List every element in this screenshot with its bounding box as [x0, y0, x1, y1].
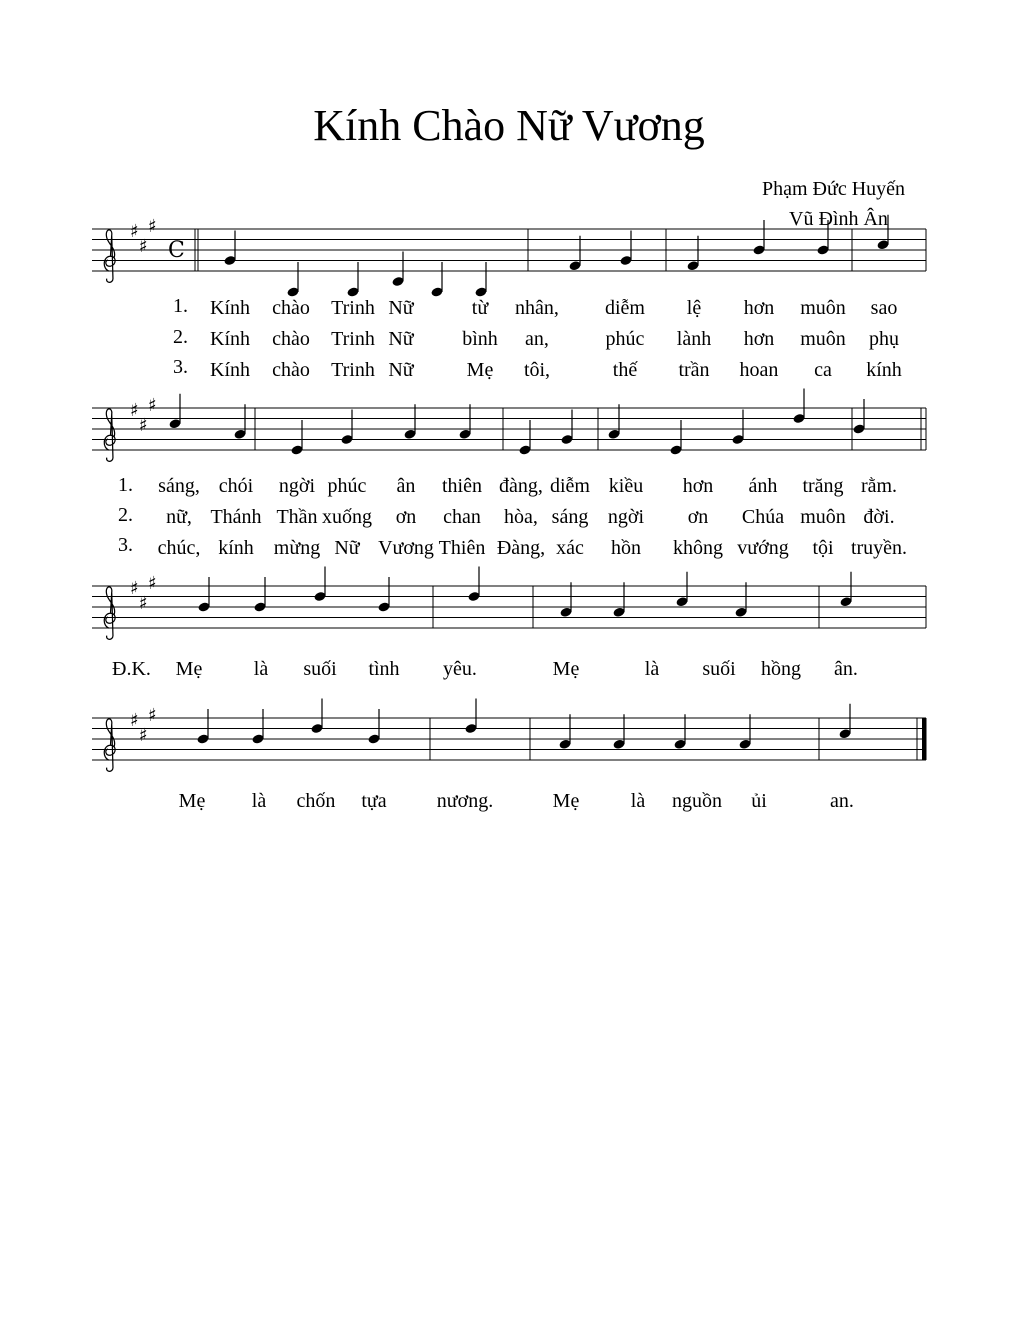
sharp-icon: ♯: [139, 725, 148, 746]
sharp-icon: ♯: [139, 593, 148, 614]
lyric-syllable: Trinh: [331, 359, 375, 381]
lyric-syllable: Mẹ: [552, 790, 580, 812]
lyric-syllable: đàng,: [499, 475, 543, 497]
lyric-syllable: lành: [676, 328, 712, 350]
lyric-syllable: Vương: [378, 537, 434, 559]
sharp-icon: ♯: [130, 710, 139, 731]
lyric-syllable: là: [630, 790, 646, 812]
verse-number: 3.: [173, 356, 188, 378]
lyric-syllable: tựa: [361, 790, 387, 812]
lyric-syllable: vướng: [737, 537, 789, 559]
lyric-syllable: sao: [870, 297, 898, 319]
lyricist-credit: Phạm Đức Huyến: [762, 178, 906, 200]
lyric-syllable: Mẹ: [552, 658, 580, 680]
sharp-icon: ♯: [139, 415, 148, 436]
lyric-syllable: ân.: [834, 658, 858, 680]
verse-number: 3.: [118, 534, 133, 556]
lyric-syllable: nhân,: [515, 297, 559, 319]
lyric-syllable: chào: [272, 328, 310, 350]
lyric-syllable: an,: [525, 328, 549, 350]
lyric-syllable: là: [251, 790, 267, 812]
song-title: Kính Chào Nữ Vương: [313, 101, 705, 150]
lyric-syllable: kính: [866, 359, 902, 381]
lyric-syllable: sáng,: [158, 475, 200, 497]
lyric-syllable: thiên: [442, 475, 482, 497]
lyric-syllable: Trinh: [331, 297, 375, 319]
lyric-syllable: chói: [218, 475, 254, 497]
lyric-syllable: nữ,: [166, 506, 192, 528]
lyric-syllable: trần: [678, 359, 710, 381]
treble-clef-icon: [104, 409, 115, 461]
lyric-syllable: rằm.: [860, 475, 898, 497]
lyric-syllable: chốn: [296, 790, 336, 812]
verse-number: 2.: [118, 504, 133, 526]
lyric-syllable: muôn: [800, 328, 846, 350]
lyric-syllable: sáng: [551, 506, 589, 528]
lyric-syllable: Nữ: [388, 359, 414, 381]
lyric-syllable: kiều: [608, 475, 644, 497]
lyric-syllable: Thánh: [210, 506, 262, 528]
lyric-syllable: đời.: [863, 506, 895, 528]
lyric-syllable: suối: [702, 658, 736, 680]
verse-number: 2.: [173, 326, 188, 348]
lyric-syllable: kính: [218, 537, 254, 559]
lyric-syllable: Chúa: [741, 506, 785, 528]
sharp-icon: ♯: [139, 236, 148, 257]
lyric-syllable: Nữ: [388, 328, 414, 350]
lyric-syllable: phụ: [869, 328, 899, 350]
lyric-syllable: không: [673, 537, 723, 559]
sharp-icon: ♯: [148, 573, 157, 594]
lyric-syllable: hồn: [611, 537, 641, 559]
sharp-icon: ♯: [148, 216, 157, 237]
lyric-syllable: chan: [443, 506, 481, 528]
treble-clef-icon: [104, 587, 115, 639]
lyric-syllable: muôn: [800, 506, 846, 528]
lyric-syllable: trăng: [802, 475, 844, 497]
lyric-syllable: nguồn: [672, 790, 722, 812]
verse-number: 1.: [118, 474, 133, 496]
lyric-syllable: diễm: [605, 297, 645, 319]
lyric-syllable: tôi,: [523, 359, 551, 381]
lyric-syllable: tội: [812, 537, 834, 559]
lyric-syllable: ngời: [607, 506, 645, 528]
final-barline: [922, 718, 926, 760]
lyric-syllable: truyền.: [850, 537, 908, 559]
lyric-syllable: Kính: [210, 297, 250, 319]
sharp-icon: ♯: [130, 221, 139, 242]
refrain-label: Đ.K.: [112, 658, 151, 680]
lyric-syllable: ơn: [687, 506, 709, 528]
treble-clef-icon: [104, 230, 115, 282]
lyric-syllable: diễm: [550, 475, 590, 497]
lyric-syllable: hơn: [743, 328, 775, 350]
lyric-syllable: Trinh: [331, 328, 375, 350]
lyric-syllable: chào: [272, 359, 310, 381]
lyric-syllable: Nữ: [334, 537, 360, 559]
sharp-icon: ♯: [148, 705, 157, 726]
lyric-syllable: Thiên: [438, 537, 486, 559]
lyric-syllable: ơn: [395, 506, 417, 528]
lyric-syllable: Mẹ: [466, 359, 494, 381]
lyric-syllable: hơn: [682, 475, 714, 497]
sharp-icon: ♯: [130, 578, 139, 599]
lyric-syllable: phúc: [605, 328, 645, 350]
lyric-syllable: ánh: [748, 475, 778, 497]
lyric-syllable: Đàng,: [496, 537, 546, 559]
lyric-syllable: ngời: [278, 475, 316, 497]
lyric-syllable: hơn: [743, 297, 775, 319]
lyric-syllable: ân: [396, 475, 416, 497]
lyric-syllable: lệ: [686, 297, 702, 319]
lyric-syllable: hòa,: [504, 506, 538, 528]
lyric-syllable: muôn: [800, 297, 846, 319]
sharp-icon: ♯: [148, 395, 157, 416]
lyric-syllable: là: [644, 658, 660, 680]
time-signature: C: [168, 238, 185, 263]
lyric-syllable: mừng: [273, 537, 321, 559]
lyric-syllable: yêu.: [443, 658, 477, 680]
lyric-syllable: ủi: [751, 790, 767, 812]
verse-number: 1.: [173, 295, 188, 317]
lyric-syllable: phúc: [327, 475, 367, 497]
lyric-syllable: là: [253, 658, 269, 680]
lyric-syllable: hồng: [761, 658, 801, 680]
lyric-syllable: suối: [303, 658, 337, 680]
lyric-syllable: tình: [368, 658, 400, 680]
lyric-syllable: Kính: [210, 328, 250, 350]
lyric-syllable: nương.: [436, 790, 494, 812]
lyric-syllable: chào: [272, 297, 310, 319]
lyric-syllable: bình: [462, 328, 498, 350]
sharp-icon: ♯: [130, 400, 139, 421]
lyric-syllable: thế: [612, 359, 638, 381]
composer-credit: Vũ Đình Ân: [789, 208, 888, 230]
lyric-syllable: an.: [830, 790, 854, 812]
lyric-syllable: hoan: [739, 359, 779, 381]
treble-clef-icon: [104, 719, 115, 771]
lyric-syllable: Nữ: [388, 297, 414, 319]
lyric-syllable: Kính: [210, 359, 250, 381]
lyric-syllable: Thần: [276, 506, 318, 528]
lyric-syllable: Mẹ: [175, 658, 203, 680]
lyric-syllable: chúc,: [157, 537, 201, 559]
lyric-syllable: ca: [814, 359, 832, 381]
lyric-syllable: xuống: [322, 506, 372, 528]
lyric-syllable: xác: [556, 537, 584, 559]
lyric-syllable: Mẹ: [178, 790, 206, 812]
lyric-syllable: từ: [471, 297, 489, 319]
